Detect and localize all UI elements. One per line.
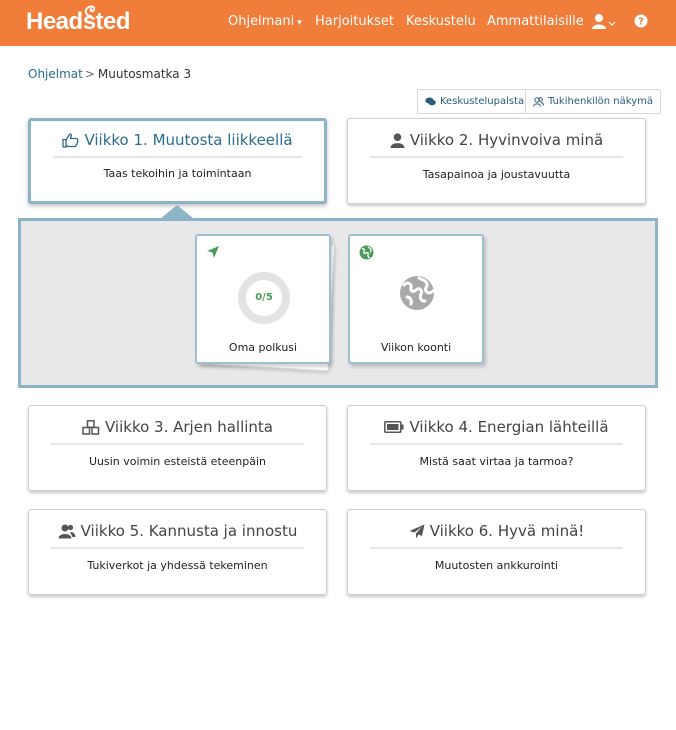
week-5-title	[29, 522, 326, 540]
breadcrumb	[28, 67, 191, 81]
nav-ohjelmani-label: Ohjelmani	[228, 14, 295, 29]
globe-icon	[399, 275, 435, 311]
forum-button-label: Keskustelupalsta	[440, 96, 525, 107]
week-4-title	[348, 418, 645, 436]
breadcrumb-separator: >	[84, 67, 95, 81]
top-navbar	[0, 0, 676, 46]
nav-ohjelmani[interactable]	[228, 14, 302, 29]
user-menu[interactable]	[592, 13, 616, 35]
breadcrumb-current: Muutosmatka 3	[97, 67, 192, 81]
week-4-subtitle: Mistä saat virtaa ja tarmoa?	[419, 455, 574, 468]
users-icon	[58, 524, 76, 539]
week-card-5[interactable]	[28, 509, 327, 595]
divider	[51, 547, 304, 549]
week-1-tasks-panel	[18, 218, 658, 388]
week-4-title-text: Viikko 4. Energian lähteillä	[409, 418, 609, 436]
nav-ammattilaisille[interactable]: Ammattilaisille	[487, 14, 584, 29]
week-1-title	[31, 131, 324, 149]
week-3-subtitle: Uusin voimin esteistä eteenpäin	[88, 455, 267, 468]
support-view-button[interactable]	[525, 89, 661, 114]
forum-button[interactable]	[417, 89, 532, 114]
support-view-button-label: Tukihenkilön näkymä	[548, 96, 653, 107]
task-progress-text: 0/5	[255, 292, 273, 303]
active-week-pointer	[160, 205, 194, 219]
week-card-4[interactable]	[347, 405, 646, 491]
week-3-title-text: Viikko 3. Arjen hallinta	[104, 418, 273, 436]
nav-harjoitukset[interactable]: Harjoitukset	[315, 14, 394, 29]
divider	[370, 547, 623, 549]
week-5-title-text: Viikko 5. Kannusta ja innostu	[80, 522, 298, 540]
week-2-subtitle: Tasapainoa ja joustavuutta	[422, 168, 571, 181]
week-3-title	[29, 418, 326, 436]
divider	[51, 443, 304, 445]
users-icon	[533, 97, 544, 107]
week-5-subtitle: Tukiverkot ja yhdessä tekeminen	[87, 559, 268, 572]
week-6-title	[348, 522, 645, 540]
divider	[370, 443, 623, 445]
week-1-subtitle: Taas tekoihin ja toimintaan	[103, 167, 252, 180]
paper-plane-icon	[409, 524, 425, 539]
headsted-logo[interactable]	[26, 7, 130, 37]
week-1-title-text: Viikko 1. Muutosta liikkeellä	[84, 131, 293, 149]
week-card-3[interactable]	[28, 405, 327, 491]
question-circle-icon	[634, 14, 648, 28]
week-2-title	[348, 131, 645, 149]
location-arrow-icon	[206, 245, 220, 259]
task-label: Oma polkusi	[228, 341, 298, 354]
week-card-2[interactable]	[347, 118, 646, 204]
week-card-1[interactable]	[28, 118, 327, 204]
thumbs-up-icon	[62, 133, 79, 148]
help-button[interactable]	[634, 13, 648, 32]
user-icon	[390, 133, 405, 148]
logo-text: Headsted	[26, 8, 131, 35]
user-icon	[592, 13, 616, 31]
svg-text:?: ?	[638, 16, 644, 28]
divider	[370, 156, 623, 158]
breadcrumb-parent-link[interactable]: Ohjelmat	[28, 67, 83, 81]
week-2-title-text: Viikko 2. Hyvinvoiva minä	[409, 131, 604, 149]
week-6-subtitle: Muutosten ankkurointi	[434, 559, 559, 572]
battery-icon	[384, 421, 404, 433]
task-label: Viikon koonti	[380, 341, 452, 354]
nav-keskustelu[interactable]: Keskustelu	[406, 14, 476, 29]
task-card-viikon-koonti[interactable]	[348, 234, 484, 364]
logo-swirl-icon	[82, 1, 100, 19]
comments-icon	[425, 97, 436, 106]
globe-icon	[359, 245, 374, 260]
divider	[53, 156, 302, 158]
task-card-oma-polkusi[interactable]	[195, 234, 331, 364]
week-card-6[interactable]	[347, 509, 646, 595]
chevron-down-icon: ▾	[297, 18, 302, 28]
week-6-title-text: Viikko 6. Hyvä minä!	[429, 522, 585, 540]
cubes-icon	[82, 420, 100, 435]
